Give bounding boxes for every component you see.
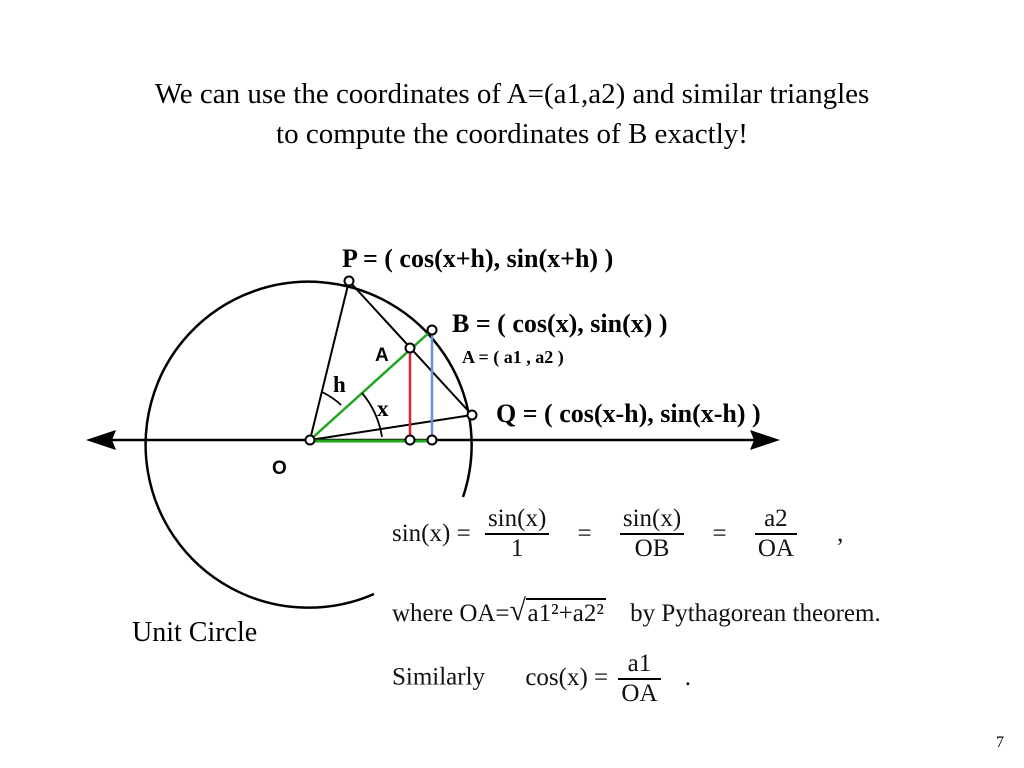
fraction-numerator: sin(x) (485, 505, 549, 535)
fraction-numerator: sin(x) (620, 505, 684, 535)
equals-sign: = (577, 520, 592, 547)
label-unit-circle: Unit Circle (132, 617, 258, 648)
radicand: a1²+a2² (527, 600, 604, 627)
fraction-denominator: OA (757, 535, 794, 562)
fraction-a1-over-OA (618, 650, 660, 708)
label-O: O (272, 458, 287, 479)
where-text: where OA= (392, 600, 510, 627)
fraction-numerator: a1 (618, 650, 660, 680)
formula-sin (392, 505, 861, 563)
fraction-denominator: OA (621, 680, 658, 707)
trailing-comma: , (837, 520, 844, 547)
square-root (509, 594, 606, 628)
fraction-denominator: OB (634, 535, 670, 562)
trailing-period: . (684, 663, 691, 691)
label-B: B = ( cos(x), sin(x) ) (452, 309, 668, 338)
formula-cos (392, 650, 691, 708)
label-P: P = ( cos(x+h), sin(x+h) ) (342, 244, 614, 273)
fraction-a2-over-OA (755, 505, 797, 563)
fraction-denominator: 1 (510, 535, 524, 562)
equals-sign: = (712, 520, 727, 547)
point-B (428, 326, 437, 335)
page-number: 7 (996, 734, 1004, 751)
label-x: x (377, 396, 389, 421)
point-a1-foot (406, 436, 415, 445)
x-axis-right-arrow (750, 430, 780, 450)
title-line-2: to compute the coordinates of B exactly! (276, 118, 748, 150)
label-Q: Q = ( cos(x-h), sin(x-h) ) (496, 399, 761, 428)
fraction-sinx-over-OB (620, 505, 684, 563)
label-A-coords: A = ( a1 , a2 ) (462, 347, 564, 367)
sin-lhs: sin(x) = (392, 520, 471, 547)
point-P (345, 277, 354, 286)
segment-OP (310, 281, 349, 440)
pythagorean-text: by Pythagorean theorem. (630, 600, 881, 627)
radical-sign-icon: √ (509, 594, 526, 627)
label-A-point: A (375, 345, 389, 366)
cos-lhs: cos(x) = (525, 663, 609, 691)
x-axis-left-arrow (86, 430, 116, 450)
point-Q (468, 411, 477, 420)
title-line-1: We can use the coordinates of A=(a1,a2) and similar triangles (154, 78, 870, 110)
point-O (306, 436, 315, 445)
label-h: h (333, 372, 346, 397)
formula-pythagorean (392, 594, 881, 628)
point-cosx-foot (428, 436, 437, 445)
similarly-text: Similarly (392, 663, 486, 691)
fraction-sinx-over-1 (485, 505, 549, 563)
point-A (406, 344, 415, 353)
fraction-numerator: a2 (755, 505, 797, 535)
